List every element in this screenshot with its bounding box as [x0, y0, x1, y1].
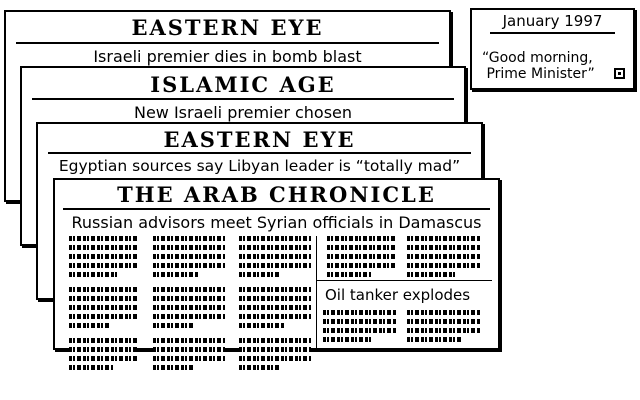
masthead: ISLAMIC AGE: [150, 72, 336, 97]
message-box: [470, 8, 635, 90]
text-column-7: [407, 310, 481, 346]
text-column-3: [239, 236, 311, 374]
date-rule: [490, 32, 615, 34]
headline: Egyptian sources say Libyan leader is “totally mad”: [58, 157, 461, 175]
masthead-rule: [63, 208, 490, 210]
greeting-message: “Good morning, Prime Minister”: [482, 50, 595, 82]
date-label: January 1997: [502, 12, 603, 30]
text-column-6: [323, 310, 397, 346]
headline: Israeli premier dies in bomb blast: [93, 47, 362, 66]
text-column-2: [153, 236, 225, 374]
box-divider: [316, 280, 492, 281]
text-column-1: [69, 236, 137, 374]
masthead-rule: [48, 152, 471, 154]
text-column-5: [407, 236, 481, 281]
newspaper-arab-chronicle[interactable]: [53, 178, 500, 350]
masthead: EASTERN EYE: [131, 15, 324, 40]
masthead: EASTERN EYE: [163, 127, 356, 152]
headline: Russian advisors meet Syrian officials in Damascus: [71, 213, 482, 232]
sub-headline: Oil tanker explodes: [325, 286, 471, 304]
masthead: THE ARAB CHRONICLE: [117, 182, 436, 207]
close-box-icon[interactable]: [614, 68, 625, 79]
column-divider: [316, 236, 317, 348]
masthead-rule: [32, 98, 454, 100]
headline: New Israeli premier chosen: [133, 103, 353, 122]
masthead-rule: [16, 42, 439, 44]
text-column-4: [327, 236, 397, 281]
